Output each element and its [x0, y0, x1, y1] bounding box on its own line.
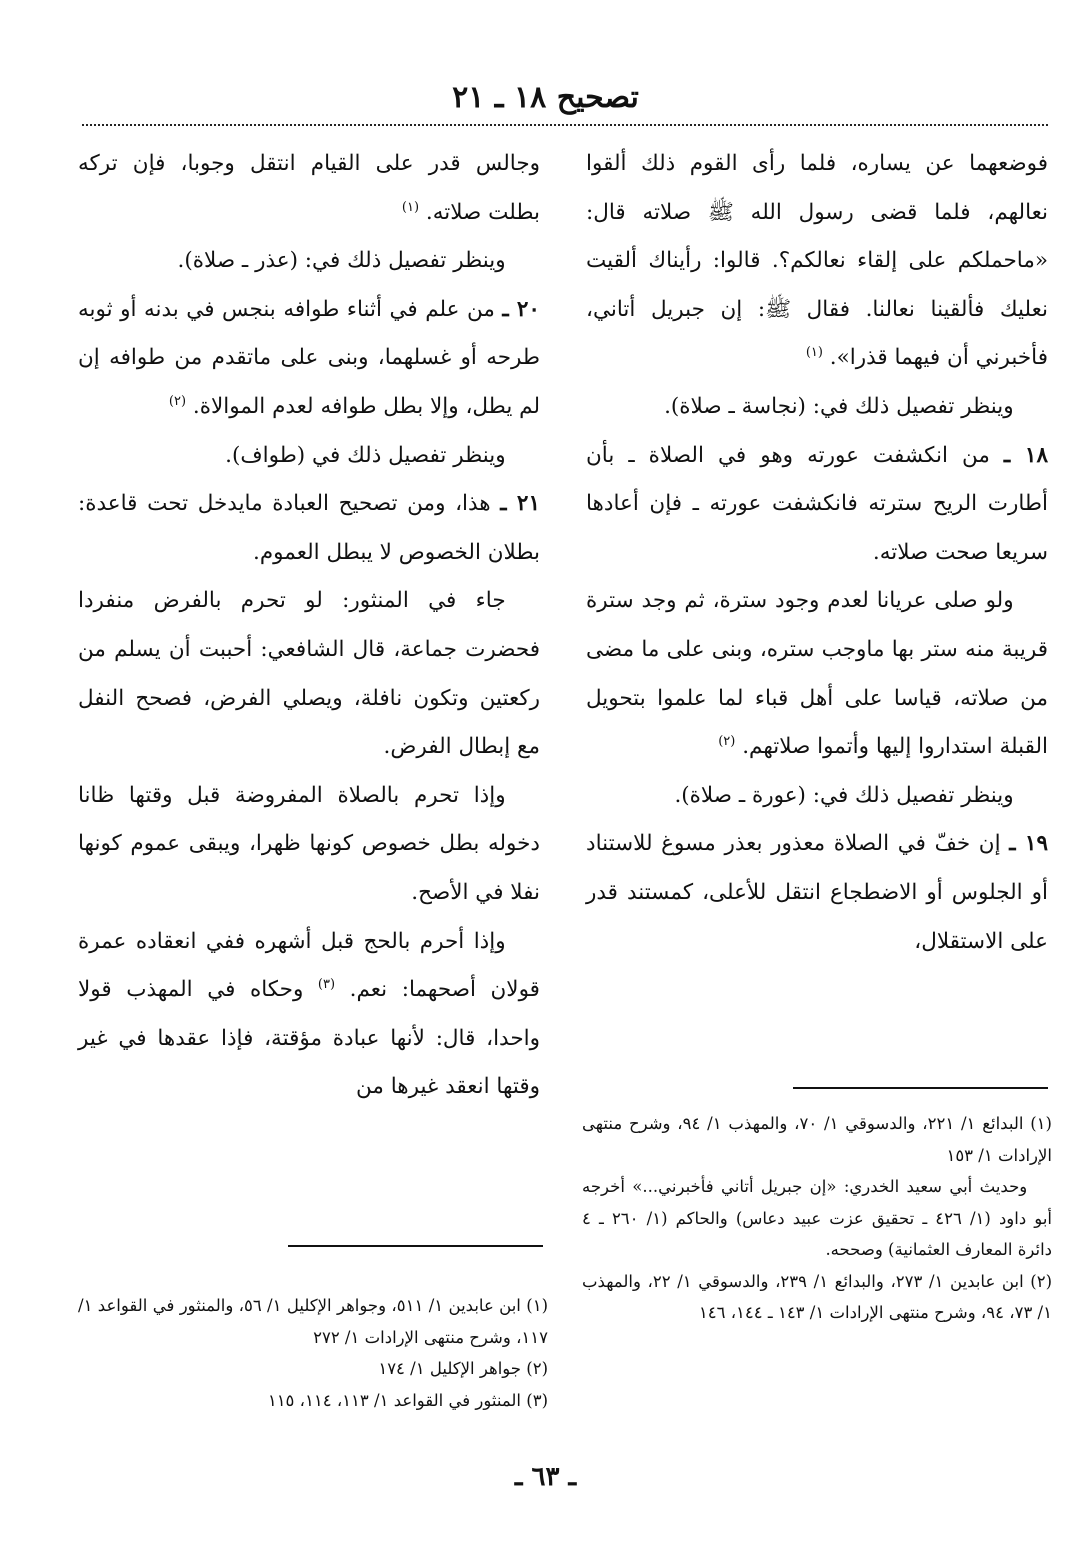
paragraph: ولو صلى عريانا لعدم وجود سترة، ثم وجد سترة قريبة منه ستر بها ماوجب ستره، وبنى على ما مضى من صلاته، قياسا على أهل قباء لما علموا بتحويل القبلة استداروا إليها وأتموا صلاتهم. $^{(٢)}$ — [586, 588, 1048, 760]
footnote: (٢) ابن عابدين ١/ ٢٧٣، والبدائع ١/ ٢٣٩، والدسوقي ١/ ٢٢، والمهذب ١/ ٧٣، ٩٤، وشرح منتهى الإرادات ١/ ١٤٣ ـ ١٤٤، ١٤٦ — [582, 1271, 1053, 1322]
right-column — [586, 140, 1048, 966]
footnote: (١) ابن عابدين ١/ ٥١١، وجواهر الإكليل ١/ ٥٦، والمنثور في القواعد ١/ ١١٧، وشرح منتهى الإرادات ١/ ٢٧٢ — [78, 1296, 548, 1347]
footnotes-right — [582, 1108, 1052, 1329]
item-number: ١٨ ـ — [1003, 442, 1048, 468]
footnotes-left — [78, 1290, 548, 1416]
paragraph: ١٨ ـ من انكشفت عورته وهو في الصلاة ـ بأن أطارت الريح سترته فانكشفت عورته ـ فإن أعادها سريعا صحت صلاته. — [586, 442, 1048, 565]
paragraph: جاء في المنثور: لو تحرم بالفرض منفردا فحضرت جماعة، قال الشافعي: أحببت أن يسلم من ركعتين وتكون نافلة، ويصلي الفرض، فصحح النفل مع إبطال الفرض. — [78, 588, 540, 760]
footnote: (١) البدائع ١/ ٢٢١، والدسوقي ١/ ٧٠، والمهذب ١/ ٩٤، وشرح منتهى الإرادات ١/ ١٥٣ — [582, 1114, 1052, 1165]
item-number: ٢٠ ـ — [502, 296, 540, 322]
footnote-ref: (١) — [805, 345, 823, 361]
footnote: (٢) جواهر الإكليل ١/ ١٧٤ — [378, 1359, 548, 1378]
page-number: ـ ٦٣ ـ — [514, 1462, 577, 1492]
page-header-title: تصحيح ١٨ ـ ٢١ — [452, 80, 639, 115]
left-column — [78, 140, 540, 1112]
paragraph: وينظر تفصيل ذلك في: (عذر ـ صلاة). — [177, 248, 506, 274]
footnote-ref: (١) — [401, 199, 420, 215]
paragraph: وينظر تفصيل ذلك في: (نجاسة ـ صلاة). — [664, 393, 1014, 419]
paragraph: ١٩ ـ إن خفّ في الصلاة معذور بعذر مسوغ للاستناد أو الجلوس أو الاضطجاع انتقل للأعلى، كمستند قدر على الاستقلال، — [586, 831, 1048, 954]
item-number: ١٩ ـ — [1009, 831, 1048, 857]
footnote: وحديث أبي سعيد الخدري: «إن جبريل أتاني فأخبرني...» أخرجه أبو داود (١/ ٤٢٦ ـ تحقيق عزت عبيد دعاس) والحاكم (١/ ٢٦٠ ـ ٤ دائرة المعارف العثمانية) وصححه. — [582, 1177, 1053, 1259]
item-number: ٢١ ـ — [500, 491, 540, 517]
footnote-ref: (٢) — [168, 393, 187, 409]
paragraph: وإذا تحرم بالصلاة المفروضة قبل وقتها ظانا دخوله بطل خصوص كونها ظهرا، ويبقى عموم كونها نفلا في الأصح. — [78, 782, 540, 905]
paragraph: وجالس قدر على القيام انتقل وجوبا، فإن تركه بطلت صلاته. $^{(١)}$ — [78, 151, 540, 225]
paragraph: ٢٠ ـ من علم في أثناء طوافه بنجس في بدنه أو ثوبه طرحه أو غسلهما، وبنى على ماتقدم من طوافه إن لم يطل، وإلا بطل طوافه لعدم الموالاة. $^{(٢)}$ — [78, 296, 540, 419]
footnote-ref: (٢) — [718, 733, 736, 749]
paragraph: وينظر تفصيل ذلك في: (عورة ـ صلاة). — [674, 782, 1014, 808]
paragraph: وإذا أحرم بالحج قبل أشهره ففي انعقاده عمرة قولان أصحهما: نعم. $^{(٣)}$ وحكاه في المهذب قولا واحدا، قال: لأنها عبادة مؤقتة، فإذا عقدها في غير وقتها انعقد غيرها من — [78, 928, 540, 1100]
footnote-ref: (٣) — [317, 976, 336, 992]
footnote-rule — [288, 1245, 543, 1247]
paragraph: فوضعهما عن يساره، فلما رأى القوم ذلك ألقوا نعالهم، فلما قضى رسول الله ﷺ صلاته قال: «ماحملكم على إلقاء نعالكم؟. قالوا: رأيناك ألقيت نعليك فألقينا نعالنا. فقال ﷺ: إن جبريل أتاني، فأخبرني أن فيهما قذرا». $^{(١)}$ — [586, 151, 1048, 371]
header-dotted-rule — [82, 124, 1048, 126]
paragraph: ٢١ ـ هذا، ومن تصحيح العبادة مايدخل تحت قاعدة: بطلان الخصوص لا يبطل العموم. — [78, 491, 540, 565]
footnote-rule — [793, 1087, 1048, 1089]
footnote: (٣) المنثور في القواعد ١/ ١١٣، ١١٤، ١١٥ — [267, 1390, 548, 1410]
paragraph: وينظر تفصيل ذلك في (طواف). — [225, 442, 506, 468]
